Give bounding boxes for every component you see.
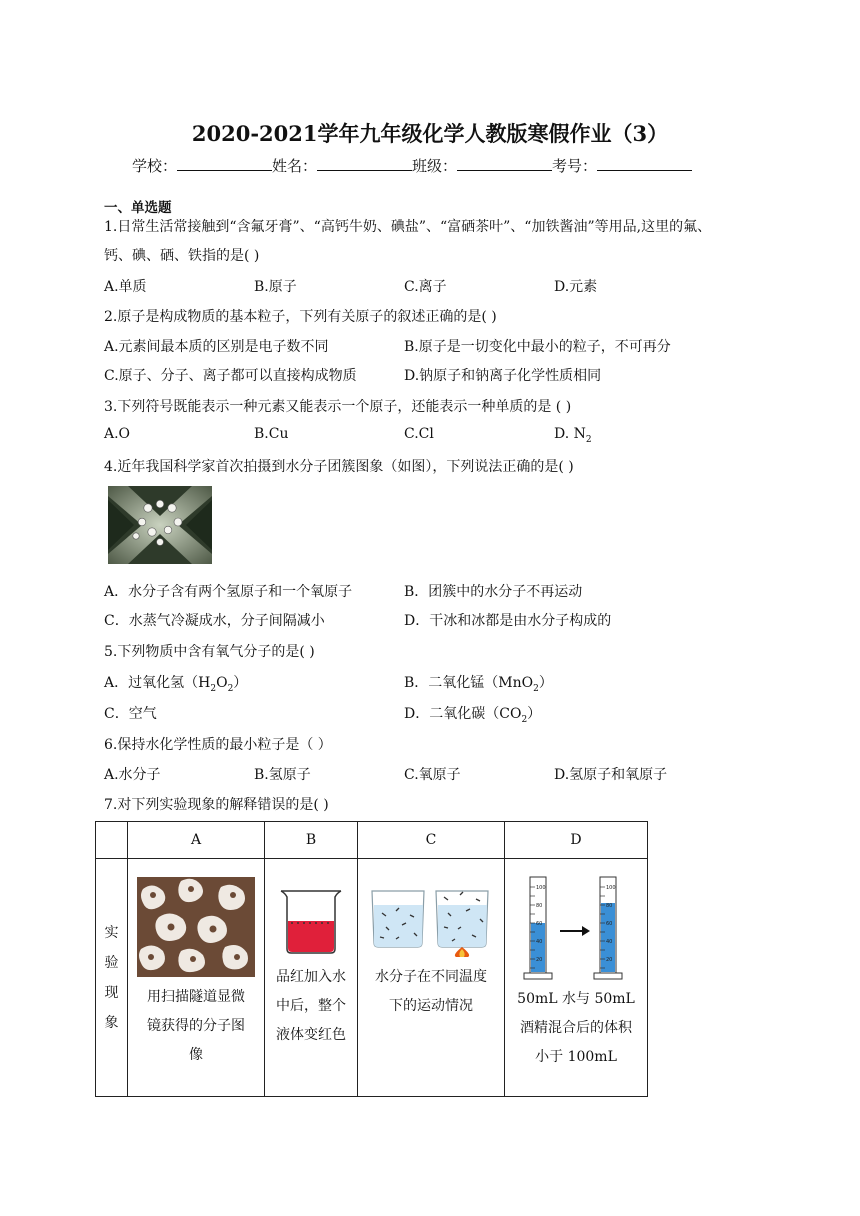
caption-d-line1: 50mL 水与 50mL — [517, 991, 635, 1007]
caption-a-line1: 用扫描隧道显微 — [147, 989, 245, 1005]
q5-option-b-formula: MnO — [498, 675, 534, 691]
q6-stem: 6.保持水化学性质的最小粒子是（ ） — [104, 737, 332, 753]
q5-option-c[interactable]: C．空气 — [104, 706, 157, 722]
q2-option-c[interactable]: C.原子、分子、离子都可以直接构成物质 — [104, 368, 357, 384]
name-blank[interactable] — [317, 156, 412, 171]
school-blank[interactable] — [177, 156, 272, 171]
class-blank[interactable] — [457, 156, 552, 171]
stm-molecule-image — [137, 877, 255, 977]
q1-option-c[interactable]: C.离子 — [404, 279, 447, 295]
name-label: 姓名： — [272, 157, 318, 175]
student-info-fields — [132, 155, 692, 176]
q5-option-a-o: O — [216, 675, 228, 691]
q7-row-label — [96, 859, 128, 1097]
q1-stem-line2: 钙、碘、硒、铁指的是( ) — [104, 248, 260, 264]
q5-option-d[interactable] — [404, 703, 541, 725]
row-label-char-4: 象 — [104, 1014, 119, 1031]
q7-stem: 7.对下列实验现象的解释错误的是( ) — [104, 797, 329, 813]
q7-content-row — [96, 859, 648, 1097]
q7-cell-d — [505, 859, 648, 1097]
q7-header-row — [96, 822, 648, 859]
q5-option-d-formula: CO — [499, 706, 522, 722]
q7-corner-cell — [96, 822, 128, 859]
q7-cell-b — [265, 859, 358, 1097]
cyl1-tick-40: 40 — [536, 939, 543, 945]
q5-option-a-sub1: 2 — [210, 683, 217, 694]
q2-stem: 2.原子是构成物质的基本粒子，下列有关原子的叙述正确的是( ) — [104, 309, 497, 325]
caption-d-line3: 小于 100mL — [535, 1049, 617, 1065]
q3-option-b[interactable]: B.Cu — [254, 426, 289, 442]
exam-number-blank[interactable] — [597, 156, 692, 171]
cyl2-tick-20: 20 — [606, 957, 613, 963]
q5-option-b[interactable] — [404, 672, 553, 694]
cylinders-mixing-image — [518, 873, 634, 985]
q5-option-b-sub: 2 — [533, 683, 539, 694]
caption-c-line2: 下的运动情况 — [389, 998, 473, 1014]
q4-option-c[interactable]: C．水蒸气冷凝成水，分子间隔减小 — [104, 613, 325, 629]
q7-header-c: C — [358, 822, 505, 859]
q5-stem: 5.下列物质中含有氧气分子的是( ) — [104, 644, 315, 660]
caption-b-line1: 品红加入水 — [276, 969, 346, 985]
q4-stem: 4.近年我国科学家首次拍摄到水分子团簇图象（如图），下列说法正确的是( ) — [104, 459, 574, 475]
q2-option-b[interactable]: B.原子是一切变化中最小的粒子，不可再分 — [404, 339, 671, 355]
beakers-temperature-image — [366, 883, 496, 957]
page-title: 2020-2021学年九年级化学人教版寒假作业（3） — [191, 121, 669, 146]
cyl1-tick-60: 60 — [536, 921, 543, 927]
q7-cell-c — [358, 859, 505, 1097]
q5-option-b-text: B．二氧化锰（ — [404, 675, 499, 691]
q5-option-d-sub: 2 — [521, 714, 528, 725]
q3-option-d-formula: N — [573, 426, 586, 442]
q5-option-a-h: H — [198, 675, 211, 691]
q2-option-d[interactable]: D.钠原子和钠离子化学性质相同 — [404, 368, 602, 384]
row-label-char-3: 现 — [104, 984, 119, 1001]
q3-stem: 3.下列符号既能表示一种元素又能表示一个原子，还能表示一种单质的是 ( ) — [104, 399, 572, 415]
caption-b-line2: 中后，整个 — [276, 998, 346, 1014]
q3-option-d[interactable] — [554, 426, 592, 445]
q7-header-d: D — [505, 822, 648, 859]
q1-stem-line1: 1.日常生活常接触到“含氟牙膏”、“高钙牛奶、碘盐”、“富硒茶叶”、“加铁酱油”等用品,这里的氟、 — [104, 219, 712, 235]
q5-option-a-close: ） — [233, 675, 248, 691]
q3-option-d-letter: D. — [554, 426, 570, 442]
section-heading: 一、单选题 — [104, 200, 172, 216]
q5-option-a-sub2: 2 — [227, 683, 234, 694]
q7-header-b: B — [265, 822, 358, 859]
q4-option-b[interactable]: B．团簇中的水分子不再运动 — [404, 584, 583, 600]
q7-header-a: A — [128, 822, 265, 859]
q7-cell-a — [128, 859, 265, 1097]
caption-d-line2: 酒精混合后的体积 — [520, 1020, 632, 1036]
q3-option-d-subscript: 2 — [585, 434, 592, 445]
caption-a-line3: 像 — [189, 1047, 203, 1063]
row-label-char-2: 验 — [104, 954, 119, 971]
school-label: 学校： — [132, 157, 178, 175]
cyl2-tick-40: 40 — [606, 939, 613, 945]
beaker-red-image — [275, 883, 347, 957]
caption-b-line3: 液体变红色 — [276, 1027, 346, 1043]
row-label-char-1: 实 — [104, 924, 119, 941]
q1-option-b[interactable]: B.原子 — [254, 279, 297, 295]
q5-option-a[interactable] — [104, 672, 247, 694]
exam-number-label: 考号： — [552, 157, 598, 175]
class-label: 班级： — [412, 157, 458, 175]
q1-option-d[interactable]: D.元素 — [554, 279, 598, 295]
q5-option-d-close: ） — [527, 706, 542, 722]
q6-option-b[interactable]: B.氢原子 — [254, 767, 311, 783]
q3-option-c[interactable]: C.Cl — [404, 426, 434, 442]
arrow-right-icon — [560, 926, 590, 936]
cyl2-tick-100: 100 — [606, 885, 616, 891]
q5-option-b-close: ） — [538, 675, 553, 691]
q6-option-a[interactable]: A.水分子 — [104, 767, 161, 783]
water-cluster-image — [108, 486, 212, 564]
cyl1-tick-20: 20 — [536, 957, 543, 963]
q5-option-d-text: D．二氧化碳（ — [404, 706, 500, 722]
q2-option-a[interactable]: A.元素间最本质的区别是电子数不同 — [104, 339, 329, 355]
caption-c-line1: 水分子在不同温度 — [375, 969, 487, 985]
caption-a-line2: 镜获得的分子图 — [147, 1018, 245, 1034]
cyl1-tick-100: 100 — [536, 885, 546, 891]
q5-option-a-text: A．过氧化氢（ — [104, 675, 199, 691]
q7-table — [95, 821, 648, 1097]
q4-option-a[interactable]: A．水分子含有两个氢原子和一个氧原子 — [104, 584, 353, 600]
cyl2-tick-60: 60 — [606, 921, 613, 927]
q6-option-c[interactable]: C.氧原子 — [404, 767, 461, 783]
q1-option-a[interactable]: A.单质 — [104, 279, 147, 295]
cyl1-tick-80: 80 — [536, 903, 543, 909]
q6-option-d[interactable]: D.氢原子和氧原子 — [554, 767, 668, 783]
cyl2-tick-80: 80 — [606, 903, 613, 909]
q3-option-a[interactable]: A.O — [104, 426, 131, 442]
q4-option-d[interactable]: D．干冰和冰都是由水分子构成的 — [404, 613, 612, 629]
